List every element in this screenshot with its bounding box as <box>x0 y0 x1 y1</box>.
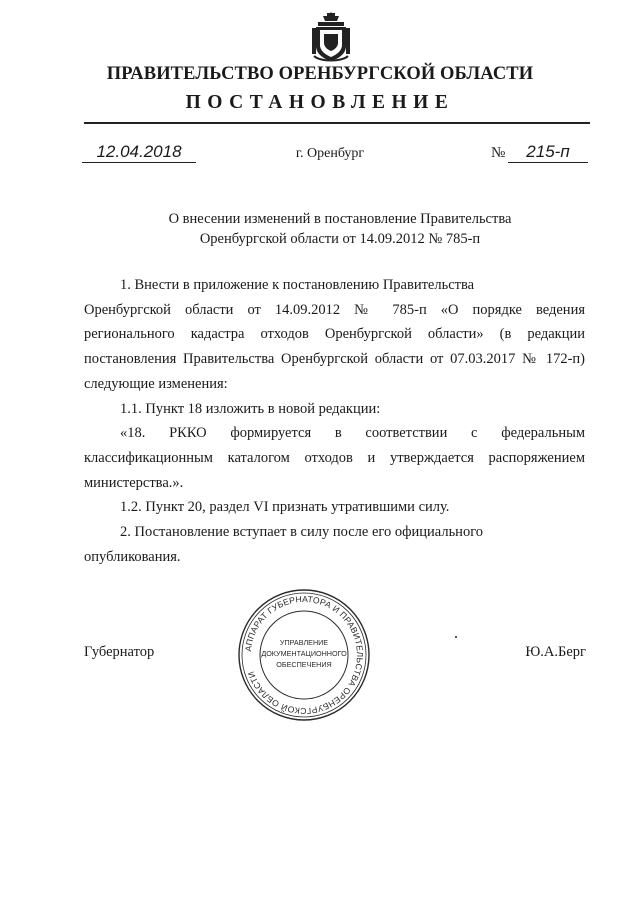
paragraph-1: Оренбургской области от 14.09.2012 № 785-п «О порядке ведения регионального кадастра отходов Оренбургской области» (в редакции постановления Правительства Оренбургской области от 07.03.2017 № 172-п) следующие изменения: <box>84 301 585 392</box>
document-number: 215-п <box>508 142 588 163</box>
document-body <box>84 273 585 569</box>
organization-name: ПРАВИТЕЛЬСТВО ОРЕНБУРГСКОЙ ОБЛАСТИ <box>106 64 534 84</box>
paragraph-1-2: 1.2. Пункт 20, раздел VI признать утратившими силу. <box>120 499 450 516</box>
document-subject <box>120 209 560 249</box>
stamp-line: ДОКУМЕНТАЦИОННОГО <box>261 649 347 658</box>
signatory-name: Ю.А.Берг <box>525 644 586 660</box>
coat-of-arms-icon <box>310 10 352 64</box>
stamp-outer-text: АППАРАТ ГУБЕРНАТОРА И ПРАВИТЕЛЬСТВА ОРЕНБУРГСКОЙ ОБЛАСТИ <box>243 593 366 717</box>
paragraph-2-lead: 2. Постановление вступает в силу после его официального <box>120 524 484 541</box>
document-city: г. Оренбург <box>295 146 365 161</box>
paragraph-2: опубликования. <box>84 548 181 565</box>
header-divider <box>84 122 590 124</box>
document-type: ПОСТАНОВЛЕНИЕ <box>185 92 455 113</box>
paragraph-1-1: 1.1. Пункт 18 изложить в новой редакции: <box>120 400 381 417</box>
stamp-line: ОБЕСПЕЧЕНИЯ <box>276 660 332 669</box>
subject-line: Оренбургской области от 14.09.2012 № 785-п <box>199 231 481 247</box>
stamp-line: УПРАВЛЕНИЕ <box>279 638 329 647</box>
official-stamp <box>236 587 372 723</box>
paragraph-1-lead: 1. Внести в приложение к постановлению Правительства <box>120 277 475 293</box>
number-label: № <box>491 145 506 161</box>
subject-line: О внесении изменений в постановление Правительства <box>168 211 512 227</box>
document-date: 12.04.2018 <box>82 142 196 163</box>
signatory-title: Губернатор <box>84 644 155 660</box>
scan-mark <box>455 636 457 638</box>
paragraph-quote: «18. РККО формируется в соответствии с федеральным классификационным каталогом отходов и утверждается распоряжением министерства.». <box>84 425 585 491</box>
